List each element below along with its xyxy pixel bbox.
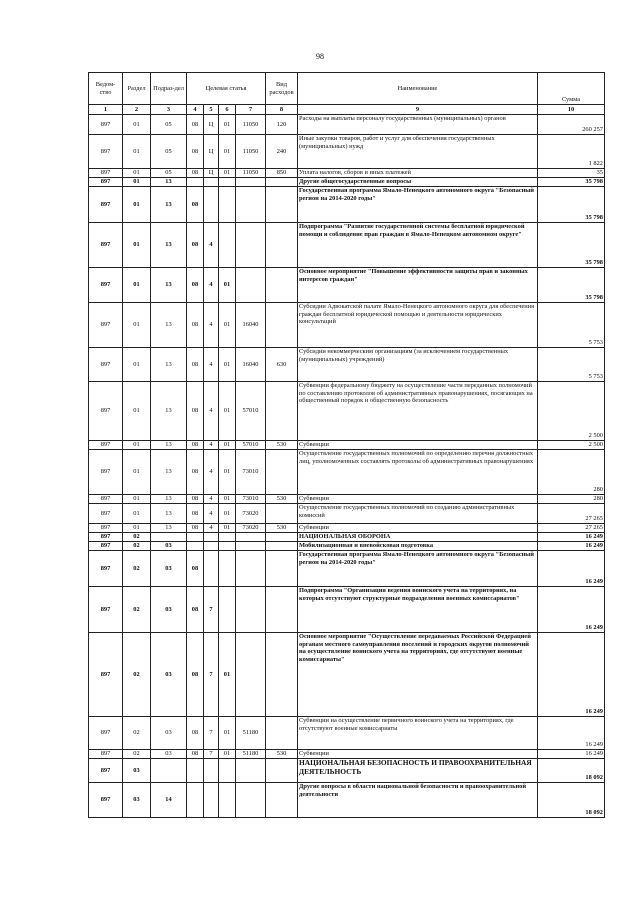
podrazdel-cell: 13 [151,382,187,441]
column-number: 2 [123,105,151,115]
razdel-cell: 02 [123,551,151,587]
subprogram-code-cell: Ц [204,115,219,135]
amount-cell: 2 500 [538,382,605,441]
program-code-cell: 08 [187,587,204,633]
amount-cell: 16 249 [538,633,605,717]
expense-type-cell [266,187,298,223]
direction-code-cell [236,551,266,587]
item-name-cell: Субсидии некоммерческим организациям (за исключением государственных (муниципальных) учреждений) [298,348,538,382]
expense-type-cell [266,178,298,187]
podrazdel-cell: 03 [151,633,187,717]
direction-code-cell: 73020 [236,524,266,533]
program-code-cell: 08 [187,348,204,382]
amount-cell: 35 798 [538,268,605,303]
column-number-row [89,105,605,115]
vedomstvo-cell: 897 [89,303,123,348]
header-podrazdel: Подраз-дел [151,73,187,105]
amount-cell: 280 [538,495,605,504]
table-row [89,504,605,524]
subprogram-code-cell [204,551,219,587]
expense-type-cell: 630 [266,348,298,382]
measure-code-cell: 01 [219,348,236,382]
direction-code-cell: 11050 [236,115,266,135]
podrazdel-cell: 13 [151,268,187,303]
razdel-cell: 03 [123,759,151,783]
program-code-cell [187,542,204,551]
direction-code-cell: 16040 [236,348,266,382]
subprogram-code-cell: Ц [204,169,219,178]
header-target-article: Целевая статья [187,73,266,105]
subprogram-code-cell: 7 [204,717,219,750]
podrazdel-cell: 13 [151,524,187,533]
direction-code-cell: 73020 [236,504,266,524]
podrazdel-cell: 05 [151,115,187,135]
table-row [89,717,605,750]
measure-code-cell: 01 [219,633,236,717]
expense-type-cell [266,382,298,441]
razdel-cell: 01 [123,268,151,303]
direction-code-cell [236,223,266,268]
table-row [89,533,605,542]
item-name-cell: Мобилизационная и вневойсковая подготовка [298,542,538,551]
expense-type-cell [266,542,298,551]
subprogram-code-cell [204,178,219,187]
podrazdel-cell: 13 [151,348,187,382]
column-number: 9 [298,105,538,115]
vedomstvo-cell: 897 [89,633,123,717]
subprogram-code-cell: Ц [204,135,219,169]
razdel-cell: 01 [123,178,151,187]
podrazdel-cell: 13 [151,450,187,495]
program-code-cell: 08 [187,382,204,441]
table-row [89,542,605,551]
item-name-cell: Субвенции на осуществление первичного воинского учета на территориях, где отсутствуют военные комиссариаты [298,717,538,750]
direction-code-cell [236,759,266,783]
razdel-cell: 01 [123,115,151,135]
direction-code-cell [236,633,266,717]
vedomstvo-cell: 897 [89,717,123,750]
subprogram-code-cell: 4 [204,450,219,495]
item-name-cell: Субвенции федеральному бюджету на осуществление части переданных полномочий по составлению протоколов об административных правонарушениях, посягающих на общественный порядок и общественную безопасность [298,382,538,441]
podrazdel-cell: 03 [151,551,187,587]
item-name-cell: Государственная программа Ямало-Ненецкого автономного округа "Безопасный регион на 2014-2020 годы" [298,187,538,223]
table-body [89,115,605,818]
column-number: 6 [219,105,236,115]
amount-cell: 16 249 [538,551,605,587]
column-number: 7 [236,105,266,115]
program-code-cell: 08 [187,551,204,587]
direction-code-cell [236,533,266,542]
subprogram-code-cell: 4 [204,382,219,441]
table-row [89,783,605,818]
direction-code-cell [236,187,266,223]
item-name-cell: Осуществление государственных полномочий по созданию административных комиссий [298,504,538,524]
razdel-cell: 02 [123,533,151,542]
razdel-cell: 01 [123,450,151,495]
vedomstvo-cell: 897 [89,587,123,633]
amount-cell: 5 753 [538,303,605,348]
podrazdel-cell: 13 [151,187,187,223]
item-name-cell: Подпрограмма "Развитие государственной системы бесплатной юридической помощи и соблюдение прав граждан в Ямало-Ненецком автономном округе" [298,223,538,268]
vedomstvo-cell: 897 [89,759,123,783]
item-name-cell: НАЦИОНАЛЬНАЯ ОБОРОНА [298,533,538,542]
vedomstvo-cell: 897 [89,533,123,542]
item-name-cell: Иные закупки товаров, работ и услуг для обеспечения государственных (муниципальных) нужд [298,135,538,169]
column-number: 8 [266,105,298,115]
measure-code-cell [219,187,236,223]
expense-type-cell [266,223,298,268]
program-code-cell: 08 [187,504,204,524]
program-code-cell: 08 [187,524,204,533]
expense-type-cell [266,533,298,542]
amount-cell: 35 798 [538,223,605,268]
razdel-cell: 01 [123,495,151,504]
razdel-cell: 03 [123,783,151,818]
amount-cell: 16 249 [538,717,605,750]
vedomstvo-cell: 897 [89,495,123,504]
razdel-cell: 01 [123,169,151,178]
budget-table [88,72,605,818]
amount-cell: 1 822 [538,135,605,169]
program-code-cell: 08 [187,750,204,759]
direction-code-cell: 51180 [236,717,266,750]
razdel-cell: 02 [123,750,151,759]
amount-cell: 27 265 [538,524,605,533]
razdel-cell: 01 [123,524,151,533]
vedomstvo-cell: 897 [89,268,123,303]
program-code-cell [187,533,204,542]
program-code-cell: 08 [187,303,204,348]
measure-code-cell: 01 [219,717,236,750]
item-name-cell: Расходы на выплаты персоналу государственных (муниципальных) органов [298,115,538,135]
subprogram-code-cell [204,542,219,551]
amount-cell: 18 092 [538,759,605,783]
subprogram-code-cell: 4 [204,495,219,504]
measure-code-cell: 01 [219,303,236,348]
item-name-cell: Субвенции [298,524,538,533]
table-row [89,441,605,450]
table-row [89,587,605,633]
item-name-cell: Государственная программа Ямало-Ненецкого автономного округа "Безопасный регион на 2014-2020 годы" [298,551,538,587]
item-name-cell: Субвенции [298,441,538,450]
podrazdel-cell: 13 [151,441,187,450]
expense-type-cell [266,504,298,524]
vedomstvo-cell: 897 [89,187,123,223]
podrazdel-cell: 03 [151,587,187,633]
vedomstvo-cell: 897 [89,450,123,495]
measure-code-cell: 01 [219,441,236,450]
direction-code-cell: 11050 [236,169,266,178]
item-name-cell: Другие вопросы в области национальной безопасности и правоохранительной деятельности [298,783,538,818]
vedomstvo-cell: 897 [89,348,123,382]
podrazdel-cell: 14 [151,783,187,818]
direction-code-cell: 73010 [236,495,266,504]
podrazdel-cell: 03 [151,750,187,759]
expense-type-cell [266,717,298,750]
header-vid-raskhodov: Вид расходов [266,73,298,105]
table-row [89,633,605,717]
subprogram-code-cell: 4 [204,223,219,268]
measure-code-cell: 01 [219,524,236,533]
program-code-cell [187,178,204,187]
program-code-cell: 08 [187,135,204,169]
podrazdel-cell: 13 [151,504,187,524]
program-code-cell: 08 [187,450,204,495]
direction-code-cell: 57010 [236,441,266,450]
column-number: 10 [538,105,605,115]
table-row [89,759,605,783]
expense-type-cell: 530 [266,524,298,533]
razdel-cell: 01 [123,382,151,441]
subprogram-code-cell: 7 [204,587,219,633]
expense-type-cell [266,759,298,783]
program-code-cell: 08 [187,268,204,303]
expense-type-cell: 850 [266,169,298,178]
amount-cell: 280 [538,450,605,495]
amount-cell: 2 500 [538,441,605,450]
page-number: 98 [316,52,324,61]
amount-cell: 16 249 [538,542,605,551]
vedomstvo-cell: 897 [89,504,123,524]
table-row [89,524,605,533]
measure-code-cell [219,587,236,633]
item-name-cell: Субвенции [298,495,538,504]
subprogram-code-cell: 7 [204,633,219,717]
column-number: 3 [151,105,187,115]
expense-type-cell [266,783,298,818]
subprogram-code-cell: 4 [204,441,219,450]
direction-code-cell [236,542,266,551]
program-code-cell: 08 [187,115,204,135]
item-name-cell: НАЦИОНАЛЬНАЯ БЕЗОПАСНОСТЬ И ПРАВООХРАНИТЕЛЬНАЯ ДЕЯТЕЛЬНОСТЬ [298,759,538,783]
podrazdel-cell [151,533,187,542]
program-code-cell: 08 [187,187,204,223]
measure-code-cell: 01 [219,169,236,178]
vedomstvo-cell: 897 [89,750,123,759]
table-row [89,303,605,348]
amount-cell: 35 798 [538,178,605,187]
measure-code-cell: 01 [219,115,236,135]
amount-cell: 16 249 [538,533,605,542]
vedomstvo-cell: 897 [89,783,123,818]
subprogram-code-cell: 4 [204,504,219,524]
item-name-cell: Осуществление государственных полномочий по определению перечня должностных лиц, уполномоченных составлять протоколы об административных правонарушениях [298,450,538,495]
razdel-cell: 01 [123,348,151,382]
measure-code-cell: 01 [219,382,236,441]
expense-type-cell: 240 [266,135,298,169]
direction-code-cell: 57010 [236,382,266,441]
program-code-cell: 08 [187,169,204,178]
vedomstvo-cell: 897 [89,551,123,587]
measure-code-cell: 01 [219,750,236,759]
amount-cell: 5 753 [538,348,605,382]
subprogram-code-cell: 4 [204,348,219,382]
direction-code-cell [236,178,266,187]
program-code-cell [187,759,204,783]
razdel-cell: 01 [123,135,151,169]
measure-code-cell [219,178,236,187]
subprogram-code-cell [204,187,219,223]
header-sum: Сумма [538,73,605,105]
vedomstvo-cell: 897 [89,542,123,551]
program-code-cell: 08 [187,717,204,750]
column-number: 1 [89,105,123,115]
razdel-cell: 01 [123,223,151,268]
razdel-cell: 01 [123,303,151,348]
expense-type-cell: 530 [266,750,298,759]
item-name-cell: Другие общегосударственные вопросы [298,178,538,187]
item-name-cell: Подпрограмма "Организация ведения воинского учета на территориях, на которых отсутствуют структурные подразделения военных комиссариатов" [298,587,538,633]
vedomstvo-cell: 897 [89,115,123,135]
table-row [89,187,605,223]
direction-code-cell: 11050 [236,135,266,169]
amount-cell: 260 257 [538,115,605,135]
direction-code-cell [236,587,266,633]
measure-code-cell: 01 [219,450,236,495]
header-name: Наименование [298,73,538,105]
table-row [89,135,605,169]
program-code-cell: 08 [187,441,204,450]
program-code-cell: 08 [187,223,204,268]
table-row [89,169,605,178]
subprogram-code-cell [204,533,219,542]
razdel-cell: 01 [123,187,151,223]
direction-code-cell: 51180 [236,750,266,759]
vedomstvo-cell: 897 [89,178,123,187]
podrazdel-cell: 03 [151,542,187,551]
subprogram-code-cell: 4 [204,268,219,303]
table-row [89,348,605,382]
table-row [89,495,605,504]
expense-type-cell: 530 [266,441,298,450]
podrazdel-cell: 05 [151,135,187,169]
measure-code-cell [219,759,236,783]
table-row [89,178,605,187]
expense-type-cell [266,587,298,633]
expense-type-cell [266,268,298,303]
vedomstvo-cell: 897 [89,223,123,268]
direction-code-cell: 16040 [236,303,266,348]
measure-code-cell: 01 [219,135,236,169]
measure-code-cell: 01 [219,504,236,524]
razdel-cell: 01 [123,504,151,524]
table-row [89,268,605,303]
table-row [89,115,605,135]
amount-cell: 35 798 [538,187,605,223]
podrazdel-cell: 13 [151,303,187,348]
razdel-cell: 01 [123,441,151,450]
podrazdel-cell: 13 [151,178,187,187]
expense-type-cell [266,633,298,717]
direction-code-cell [236,268,266,303]
header-razdel: Раздел [123,73,151,105]
item-name-cell: Основное мероприятие "Повышение эффективности защиты прав и законных интересов граждан" [298,268,538,303]
table-row [89,750,605,759]
direction-code-cell [236,783,266,818]
table-row [89,382,605,441]
podrazdel-cell: 03 [151,717,187,750]
subprogram-code-cell [204,783,219,818]
amount-cell: 35 [538,169,605,178]
amount-cell: 18 092 [538,783,605,818]
subprogram-code-cell [204,759,219,783]
vedomstvo-cell: 897 [89,135,123,169]
item-name-cell: Основное мероприятие "Осуществление передаваемых Российской Федерацией органам местного самоуправления поселений и городских округов полномочий на осуществление воинского учета на территориях, где отсутствуют военные комиссариаты" [298,633,538,717]
razdel-cell: 02 [123,717,151,750]
vedomstvo-cell: 897 [89,169,123,178]
direction-code-cell: 73010 [236,450,266,495]
measure-code-cell [219,533,236,542]
amount-cell: 16 249 [538,587,605,633]
expense-type-cell [266,303,298,348]
table-row [89,450,605,495]
measure-code-cell [219,783,236,818]
expense-type-cell: 530 [266,495,298,504]
vedomstvo-cell: 897 [89,441,123,450]
header-row [89,73,605,105]
podrazdel-cell: 05 [151,169,187,178]
podrazdel-cell [151,759,187,783]
podrazdel-cell: 13 [151,223,187,268]
razdel-cell: 02 [123,542,151,551]
vedomstvo-cell: 897 [89,524,123,533]
measure-code-cell [219,223,236,268]
program-code-cell [187,783,204,818]
vedomstvo-cell: 897 [89,382,123,441]
column-number: 4 [187,105,204,115]
expense-type-cell [266,450,298,495]
item-name-cell: Уплата налогов, сборов и иных платежей [298,169,538,178]
subprogram-code-cell: 4 [204,303,219,348]
subprogram-code-cell: 4 [204,524,219,533]
amount-cell: 27 265 [538,504,605,524]
razdel-cell: 02 [123,633,151,717]
measure-code-cell [219,542,236,551]
table-row [89,223,605,268]
measure-code-cell [219,551,236,587]
subprogram-code-cell: 7 [204,750,219,759]
measure-code-cell: 01 [219,495,236,504]
item-name-cell: Субсидии Адвокатской палате Ямало-Ненецкого автономного округа для обеспечения граждан бесплатной юридической помощью и деятельности юридических консультаций [298,303,538,348]
expense-type-cell: 120 [266,115,298,135]
podrazdel-cell: 13 [151,495,187,504]
razdel-cell: 02 [123,587,151,633]
table-row [89,551,605,587]
amount-cell: 16 249 [538,750,605,759]
expense-type-cell [266,551,298,587]
column-number: 5 [204,105,219,115]
program-code-cell: 08 [187,633,204,717]
item-name-cell: Субвенции [298,750,538,759]
program-code-cell: 08 [187,495,204,504]
measure-code-cell: 01 [219,268,236,303]
header-vedomstvo: Ведом-ство [89,73,123,105]
